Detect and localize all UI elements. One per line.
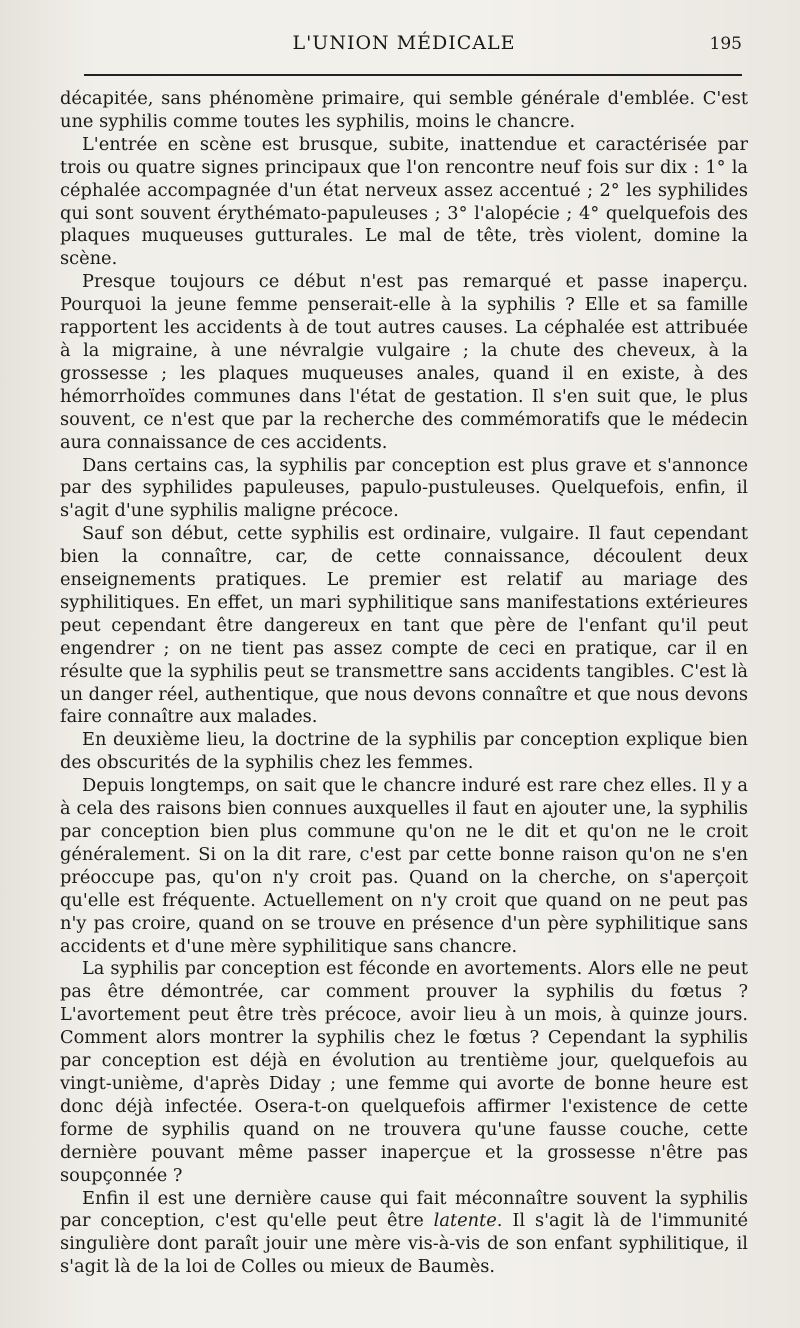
header-rule xyxy=(84,74,742,76)
running-title: L'UNION MÉDICALE xyxy=(292,32,516,54)
paragraph: Depuis longtemps, on sait que le chancre induré est rare chez elles. Il y a à cela des raisons bien connues auxquelles il faut en ajouter une, la syphilis par conception bien plus commune qu'on ne le dit et qu'on ne le croit généralement. Si on la dit rare, c'est par cette bonne raison qu'on ne s'en préoccupe pas, qu'on n'y croit pas. Quand on la cherche, on s'aperçoit qu'elle est fréquente. Actuellement on n'y croit que quand on ne peut pas n'y pas croire, quand on se trouve en présence d'un père syphilitique sans accidents et d'une mère syphilitique sans chancre. xyxy=(60,775,748,957)
paragraph: Dans certains cas, la syphilis par conception est plus grave et s'annonce par des syphilides papuleuses, papulo-pustuleuses. Quelquefois, enfin, il s'agit d'une syphilis maligne précoce. xyxy=(60,454,748,522)
paragraph-text: Enfin il est une dernière cause qui fait méconnaître souvent la syphilis par conception, c'est qu'elle peut être xyxy=(60,1187,748,1232)
article-body xyxy=(60,88,748,1279)
paragraph: décapitée, sans phénomène primaire, qui semble générale d'emblée. C'est une syphilis comme toutes les syphilis, moins le chancre. xyxy=(60,88,748,132)
paragraph: Sauf son début, cette syphilis est ordinaire, vulgaire. Il faut cependant bien la connaître, car, de cette connaissance, découlent deux enseignements pratiques. Le premier est relatif au mariage des syphilitiques. En effet, un mari syphilitique sans manifestations extérieures peut cependant être dangereux en tant que père de l'enfant qu'il peut engendrer ; on ne tient pas assez compte de ceci en pratique, car il en résulte que la syphilis peut se transmettre sans accidents tangibles. C'est là un danger réel, authentique, que nous devons connaître et que nous devons faire connaître aux malades. xyxy=(60,523,748,728)
paragraph-text: . Il s'agit là de l'immunité singulière dont paraît jouir une mère vis-à-vis de son enfant syphilitique, il s'agit là de la loi de Colles ou mieux de Baumès. xyxy=(60,1210,749,1278)
page-number: 195 xyxy=(709,34,742,54)
paragraph: La syphilis par conception est féconde en avortements. Alors elle ne peut pas être démontrée, car comment prouver la syphilis du fœtus ? L'avortement peut être très précoce, avoir lieu à un mois, à quinze jours. Comment alors montrer la syphilis chez le fœtus ? Cependant la syphilis par conception est déjà en évolution au trentième jour, quelquefois au vingt-unième, d'après Diday ; une femme qui avorte de bonne heure est donc déjà infectée. Osera-t-on quelquefois affirmer l'existence de cette forme de syphilis quand on ne trouvera qu'une fausse couche, cette dernière pouvant même passer inaperçue et la grossesse n'être pas soupçonnée ? xyxy=(60,958,748,1186)
page-header xyxy=(60,30,748,60)
paragraph: L'entrée en scène est brusque, subite, inattendue et caractérisée par trois ou quatre signes principaux que l'on rencontre neuf fois sur dix : 1° la céphalée accompagnée d'un état nerveux assez accentué ; 2° les syphilides qui sont souvent érythémato-papuleuses ; 3° l'alopécie ; 4° quelquefois des plaques muqueuses gutturales. Le mal de tête, très violent, domine la scène. xyxy=(60,133,748,270)
paragraph: En deuxième lieu, la doctrine de la syphilis par conception explique bien des obscurités de la syphilis chez les femmes. xyxy=(60,729,748,774)
paragraph: Presque toujours ce début n'est pas remarqué et passe inaperçu. Pourquoi la jeune femme penserait-elle à la syphilis ? Elle et sa famille rapportent les accidents à de tout autres causes. La céphalée est attribuée à la migraine, à une névralgie vulgaire ; la chute des cheveux, à la grossesse ; les plaques muqueuses anales, quand il en existe, à des hémorrhoïdes communes dans l'état de gestation. Il s'en suit que, le plus souvent, ce n'est que par la recherche des commémoratifs que le médecin aura connaissance de ces accidents. xyxy=(60,271,748,453)
paragraph xyxy=(60,1188,748,1280)
emphasis-latente: latente xyxy=(433,1210,497,1232)
